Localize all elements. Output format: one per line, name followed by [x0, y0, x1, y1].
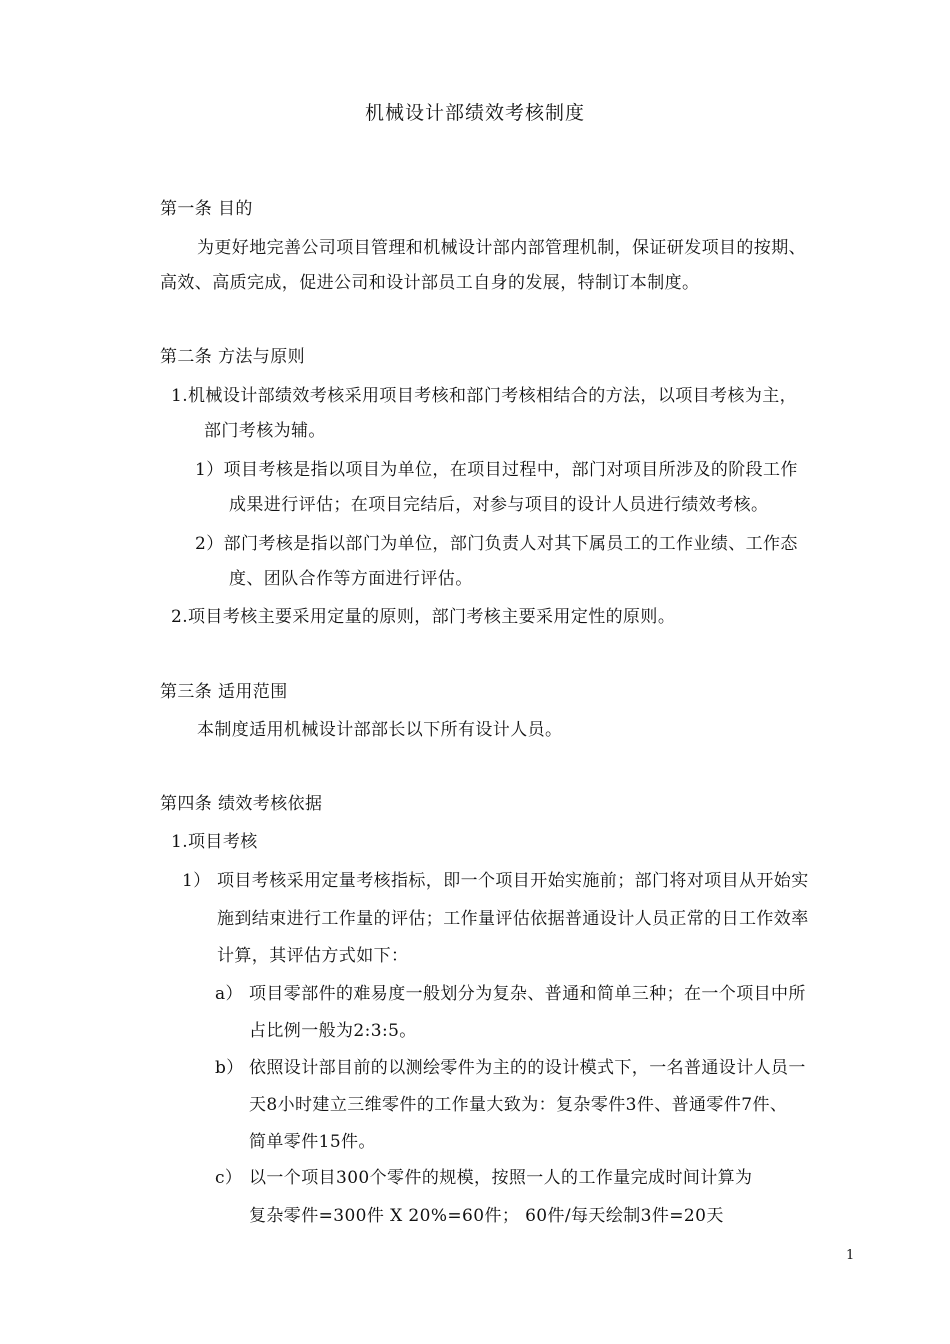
article-2-subitem-1-line: 成果进行评估；在项目完结后，对参与项目的设计人员进行绩效考核。 — [229, 495, 769, 515]
article-4-subitem-line: 施到结束进行工作量的评估；工作量评估依据普通设计人员正常的日工作效率 — [217, 909, 809, 929]
article-2-item-1-line: 部门考核为辅。 — [204, 421, 326, 441]
article-4-heading: 第四条 绩效考核依据 — [160, 794, 323, 814]
list-item-a-line: 项目零部件的难易度一般划分为复杂、普通和简单三种；在一个项目中所 — [249, 984, 806, 1004]
list-item-b-line: 简单零件15件。 — [249, 1132, 376, 1152]
article-4-item-1: 1.项目考核 — [171, 832, 258, 852]
article-4-subitem-line: 项目考核采用定量考核指标，即一个项目开始实施前；部门将对项目从开始实 — [217, 871, 809, 891]
article-1-heading: 第一条 目的 — [160, 199, 253, 219]
list-item-c-line: 复杂零件=300件 X 20%=60件； 60件/每天绘制3件=20天 — [249, 1206, 724, 1226]
article-1-paragraph-line: 高效、高质完成，促进公司和设计部员工自身的发展，特制订本制度。 — [160, 273, 700, 293]
article-4-subitem-marker: 1） — [182, 871, 211, 891]
list-item-b-line: 天8小时建立三维零件的工作量大致为：复杂零件3件、普通零件7件、 — [249, 1095, 788, 1115]
article-4-subitem-line: 计算，其评估方式如下： — [217, 946, 409, 966]
article-2-item-2: 2.项目考核主要采用定量的原则，部门考核主要采用定性的原则。 — [171, 607, 676, 627]
page-number: 1 — [846, 1248, 855, 1263]
article-2-subitem-1-line: 1）项目考核是指以项目为单位，在项目过程中，部门对项目所涉及的阶段工作 — [195, 460, 798, 480]
article-2-heading: 第二条 方法与原则 — [160, 347, 306, 367]
article-2-item-1-line: 1.机械设计部绩效考核采用项目考核和部门考核相结合的方法，以项目考核为主， — [171, 386, 798, 406]
list-item-b-line: 依照设计部目前的以测绘零件为主的的设计模式下，一名普通设计人员一 — [249, 1058, 806, 1078]
list-item-a-line: 占比例一般为2:3:5。 — [249, 1021, 417, 1041]
document-title: 机械设计部绩效考核制度 — [364, 102, 585, 124]
article-3-heading: 第三条 适用范围 — [160, 682, 288, 702]
list-item-marker-b: b） — [215, 1058, 244, 1078]
list-item-marker-a: a） — [215, 984, 243, 1004]
article-2-subitem-2-line: 度、团队合作等方面进行评估。 — [229, 569, 473, 589]
article-2-subitem-2-line: 2）部门考核是指以部门为单位，部门负责人对其下属员工的工作业绩、工作态 — [195, 534, 798, 554]
list-item-marker-c: c） — [215, 1168, 243, 1188]
article-1-paragraph-line: 为更好地完善公司项目管理和机械设计部内部管理机制，保证研发项目的按期、 — [197, 238, 806, 258]
list-item-c-line: 以一个项目300个零件的规模，按照一人的工作量完成时间计算为 — [249, 1168, 753, 1188]
article-3-paragraph: 本制度适用机械设计部部长以下所有设计人员。 — [197, 720, 563, 740]
